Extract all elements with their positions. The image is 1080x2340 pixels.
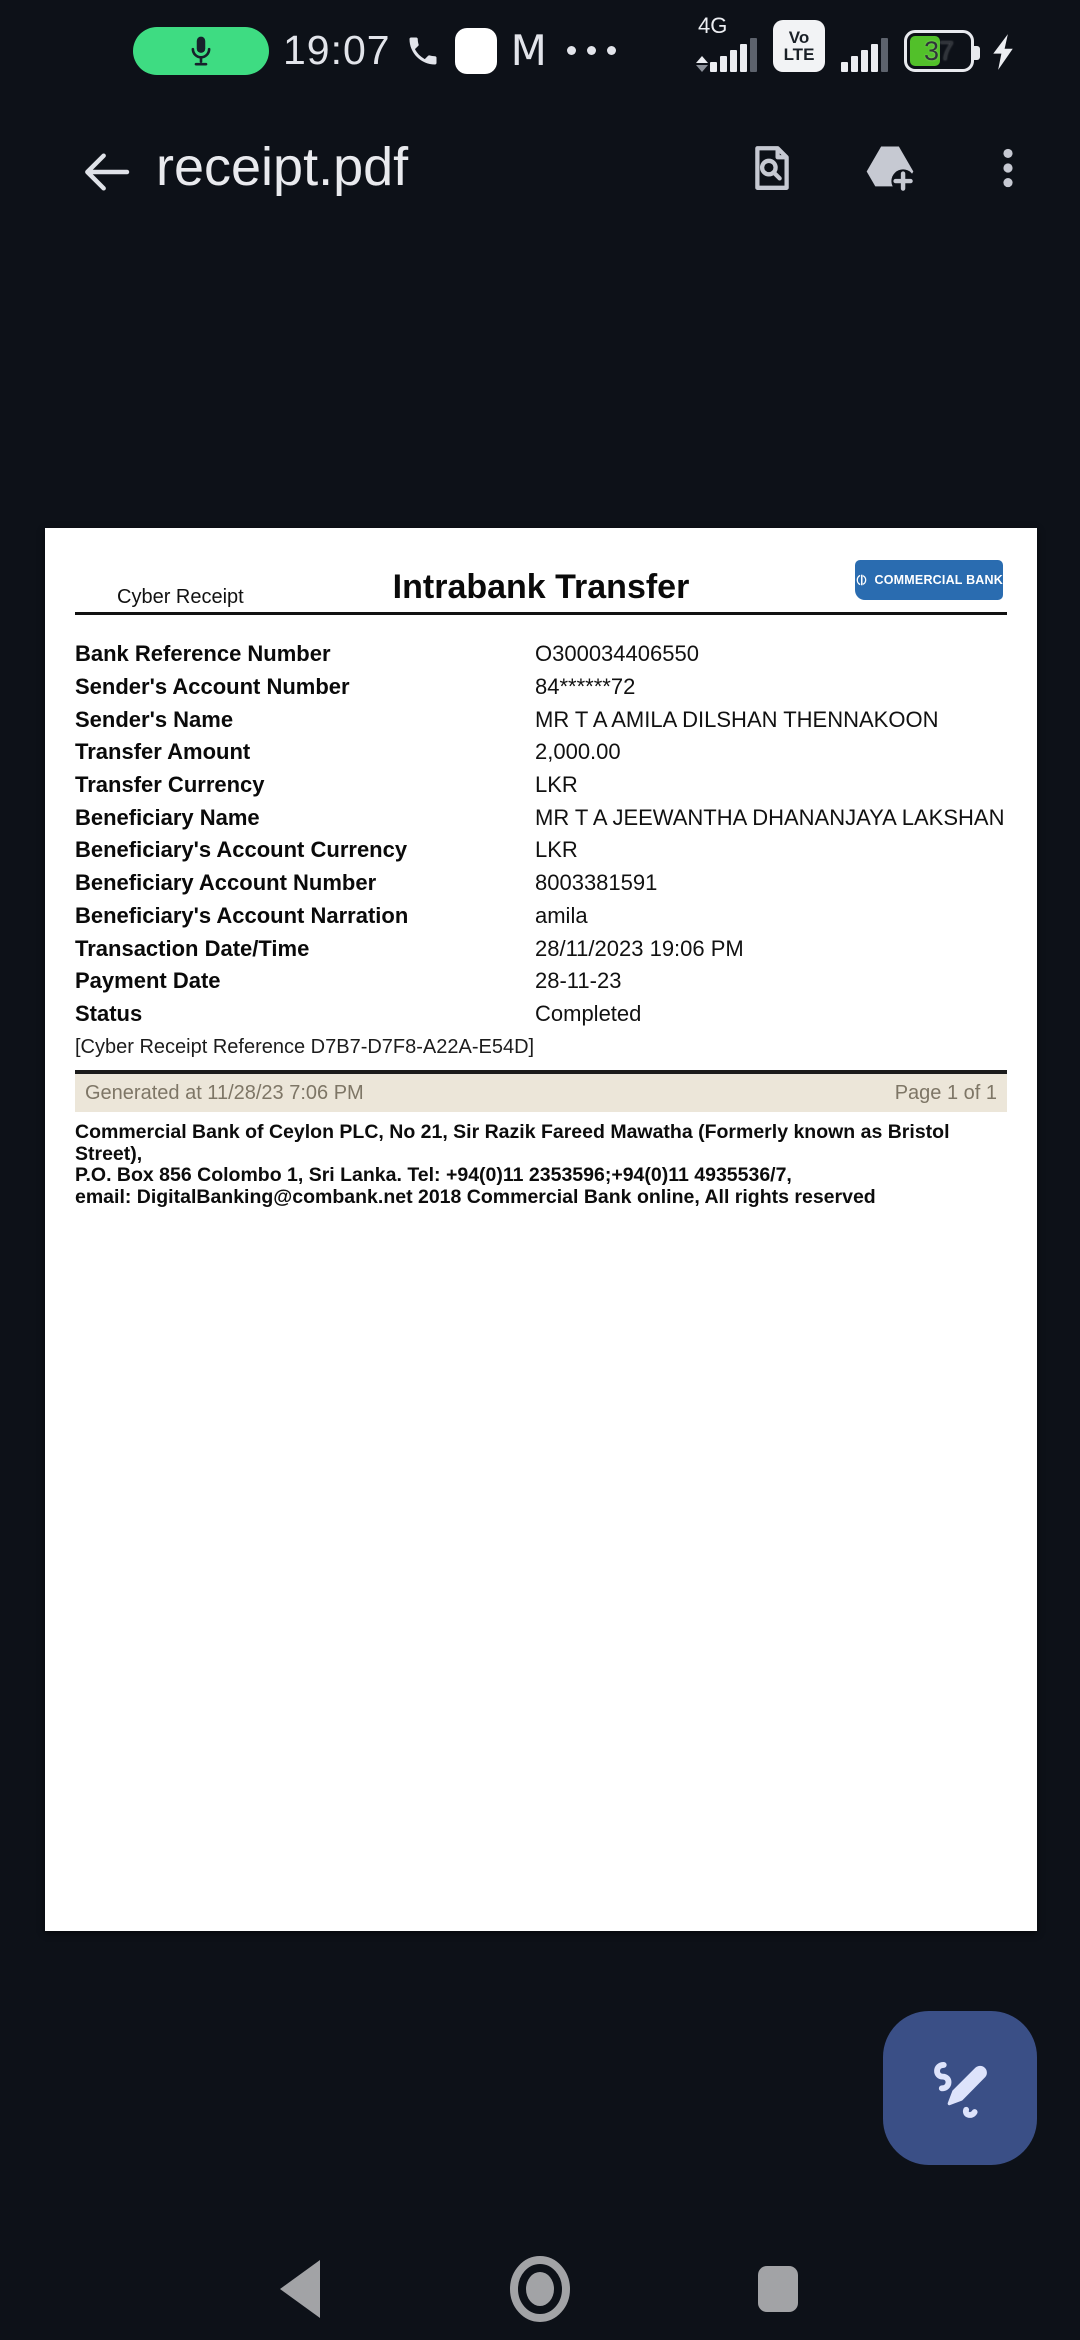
page-indicator: Page 1 of 1 [894, 1081, 997, 1104]
field-value: 84******72 [535, 674, 636, 700]
receipt-footer [75, 1122, 1007, 1208]
field-value: MR T A AMILA DILSHAN THENNAKOON [535, 706, 939, 732]
add-to-drive-icon [862, 139, 918, 197]
back-arrow-icon [78, 144, 134, 200]
receipt-field-row [75, 867, 1007, 900]
phone-icon [405, 33, 441, 69]
field-label: Beneficiary's Account Narration [75, 902, 409, 928]
field-label: Bank Reference Number [75, 641, 331, 667]
field-value: amila [535, 902, 588, 928]
field-label: Beneficiary's Account Currency [75, 837, 408, 863]
battery-icon [904, 30, 974, 72]
receipt-field-row [75, 736, 1007, 769]
battery-percent: 37 [923, 35, 955, 66]
field-label: Beneficiary Account Number [75, 870, 377, 896]
signal-cluster-1 [696, 13, 757, 72]
document-title: receipt.pdf [156, 137, 409, 197]
nav-back-icon [280, 2260, 320, 2318]
field-value: 28/11/2023 19:06 PM [535, 935, 744, 961]
microphone-icon [186, 34, 216, 68]
signal-bars-icon [710, 36, 757, 72]
receipt-field-row [75, 769, 1007, 802]
field-label: Payment Date [75, 968, 221, 994]
overflow-menu-icon [983, 143, 1033, 193]
receipt-field-row [75, 671, 1007, 704]
bank-logo-mark-icon [855, 569, 869, 591]
bank-logo-text: COMMERCIAL BANK [874, 573, 1003, 587]
receipt-reference: [Cyber Receipt Reference D7B7-D7F8-A22A-E54D] [75, 1036, 535, 1058]
system-nav-bar [0, 2238, 1080, 2340]
nav-recents-icon [758, 2266, 798, 2312]
microphone-active-pill[interactable] [133, 27, 269, 75]
gmail-icon: M [510, 26, 547, 75]
more-notifications-icon [567, 46, 616, 55]
footer-line: Commercial Bank of Ceylon PLC, No 21, Sir Razik Fareed Mawatha (Formerly known as Bristol Street), [75, 1121, 950, 1165]
receipt-field-row [75, 834, 1007, 867]
field-label: Status [75, 1000, 143, 1026]
field-value: LKR [535, 837, 578, 863]
field-label: Transaction Date/Time [75, 935, 310, 961]
field-label: Sender's Account Number [75, 674, 350, 700]
data-activity-icon [696, 56, 708, 72]
field-label: Transfer Currency [75, 772, 265, 798]
field-value: Completed [535, 1000, 642, 1026]
footer-line: P.O. Box 856 Colombo 1, Sri Lanka. Tel: +94(0)11 2353596;+94(0)11 4935536/7, [75, 1164, 792, 1186]
generated-timestamp: Generated at 11/28/23 7:06 PM [85, 1081, 364, 1104]
find-in-page-icon [745, 141, 799, 195]
screen-record-icon [455, 28, 497, 74]
overflow-menu-button[interactable] [980, 140, 1036, 196]
status-bar [0, 0, 1080, 92]
network-type-label: 4G [698, 13, 728, 38]
field-value: 28-11-23 [535, 968, 622, 994]
charging-bolt-icon [990, 32, 1016, 72]
clock: 19:07 [283, 27, 391, 73]
pdf-page [45, 528, 1037, 1931]
receipt-fields [75, 638, 1007, 1030]
field-label: Transfer Amount [75, 739, 251, 765]
receipt-field-row [75, 638, 1007, 671]
add-to-drive-button[interactable] [862, 140, 918, 196]
back-button[interactable] [78, 144, 134, 200]
receipt-field-row [75, 965, 1007, 998]
receipt-field-row [75, 801, 1007, 834]
field-value: O300034406550 [535, 641, 699, 667]
nav-recents-button[interactable] [718, 2238, 838, 2340]
field-label: Beneficiary Name [75, 804, 260, 830]
receipt-field-row [75, 998, 1007, 1031]
field-label: Sender's Name [75, 706, 234, 732]
commercial-bank-logo [855, 560, 1003, 600]
receipt-field-row [75, 900, 1007, 933]
receipt-field-row [75, 703, 1007, 736]
field-value: LKR [535, 772, 578, 798]
generated-bar [75, 1070, 1007, 1112]
app-bar [0, 110, 1080, 235]
doc-type-label: Cyber Receipt [117, 586, 244, 608]
receipt-field-row [75, 932, 1007, 965]
header-divider [75, 612, 1007, 615]
volte-badge: Vo LTE [773, 20, 825, 72]
nav-home-icon [509, 2256, 571, 2322]
nav-back-button[interactable] [240, 2238, 360, 2340]
field-value: 8003381591 [535, 870, 658, 896]
nav-home-button[interactable] [480, 2238, 600, 2340]
receipt-title: Intrabank Transfer [392, 568, 690, 606]
field-value: MR T A JEEWANTHA DHANANJAYA LAKSHAN [535, 804, 1005, 830]
signal-bars-icon [841, 36, 888, 72]
annotate-fab[interactable] [883, 2011, 1037, 2165]
find-in-page-button[interactable] [744, 140, 800, 196]
footer-line: email: DigitalBanking@combank.net 2018 Commercial Bank online, All rights reserved [75, 1185, 876, 1208]
field-value: 2,000.00 [535, 739, 621, 765]
signature-pen-icon [921, 2049, 999, 2127]
